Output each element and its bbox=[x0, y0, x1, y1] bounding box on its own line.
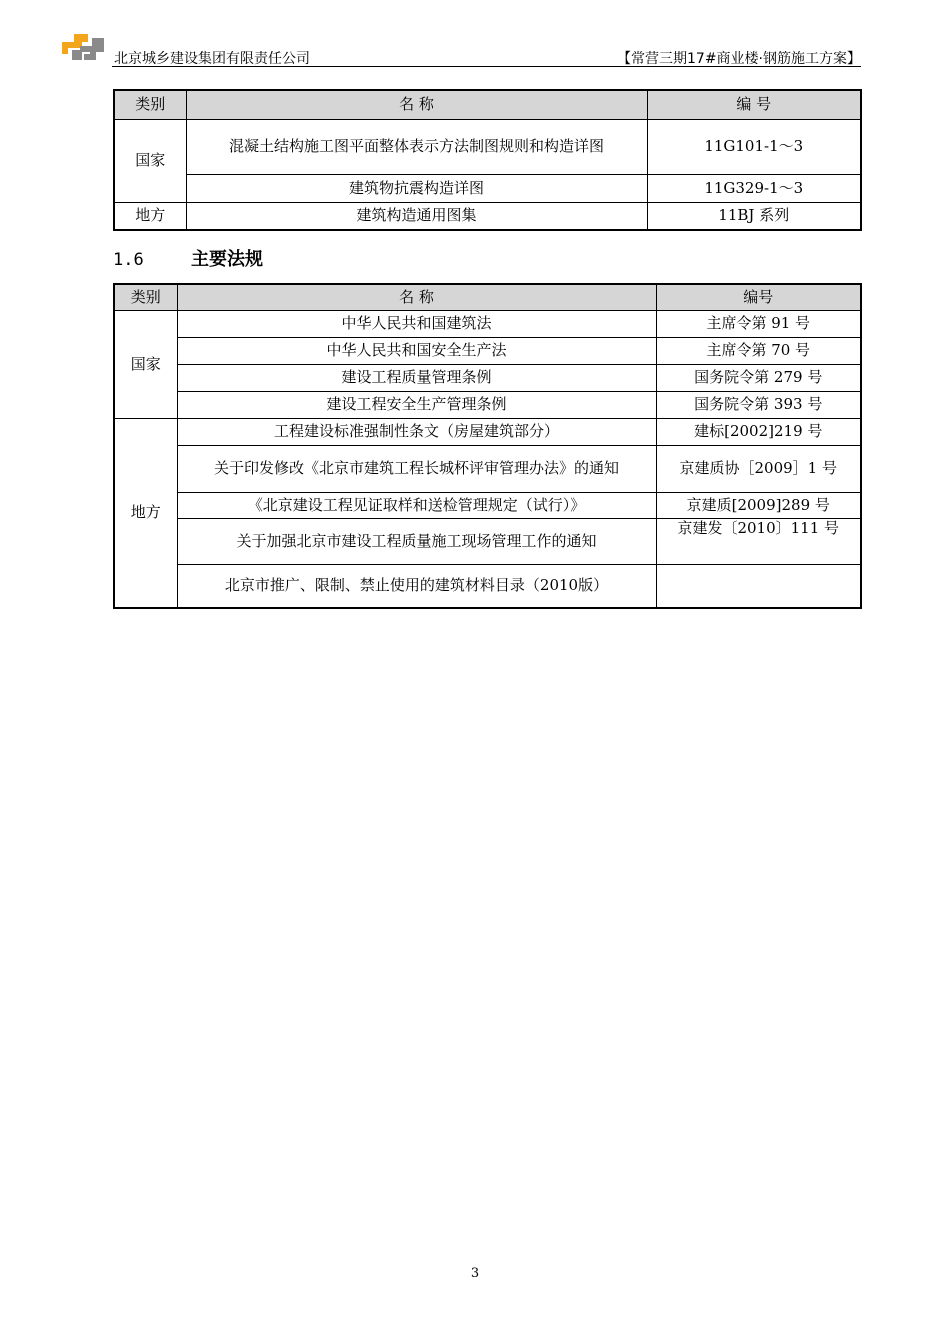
code-cell: 11G329-1～3 bbox=[647, 174, 861, 202]
page-number: 3 bbox=[470, 1266, 480, 1281]
table-header-name: 名 称 bbox=[177, 284, 656, 310]
name-cell: 北京市推广、限制、禁止使用的建筑材料目录（2010版） bbox=[177, 564, 656, 608]
code-cell: 11G101-1～3 bbox=[647, 119, 861, 174]
code-cell: 11BJ 系列 bbox=[647, 202, 861, 230]
table-row bbox=[114, 337, 861, 364]
category-cell: 国家 bbox=[114, 119, 186, 202]
table-row bbox=[114, 564, 861, 608]
category-cell: 地方 bbox=[114, 202, 186, 230]
name-cell: 中华人民共和国建筑法 bbox=[177, 310, 656, 337]
section-heading bbox=[113, 245, 263, 271]
table-header-category: 类别 bbox=[114, 284, 177, 310]
name-cell: 《北京建设工程见证取样和送检管理规定（试行）》 bbox=[177, 492, 656, 518]
page-header bbox=[58, 26, 861, 68]
name-cell: 建设工程安全生产管理条例 bbox=[177, 391, 656, 418]
code-cell: 建标[2002]219 号 bbox=[656, 418, 861, 445]
document-title: 【常营三期17#商业楼·钢筋施工方案】 bbox=[617, 51, 861, 67]
section-number: 1.6 bbox=[113, 250, 144, 270]
table-row bbox=[114, 202, 861, 230]
table-header-code: 编号 bbox=[656, 284, 861, 310]
drawing-standards-table bbox=[113, 89, 862, 231]
table-header-category: 类别 bbox=[114, 90, 186, 119]
table-row bbox=[114, 310, 861, 337]
name-cell: 工程建设标准强制性条文（房屋建筑部分） bbox=[177, 418, 656, 445]
table-header-name: 名 称 bbox=[186, 90, 647, 119]
header-divider bbox=[112, 66, 861, 67]
name-cell: 建设工程质量管理条例 bbox=[177, 364, 656, 391]
category-cell: 地方 bbox=[114, 418, 177, 608]
company-logo-icon bbox=[58, 28, 108, 66]
category-cell: 国家 bbox=[114, 310, 177, 418]
code-cell: 国务院令第 393 号 bbox=[656, 391, 861, 418]
table-row bbox=[114, 174, 861, 202]
code-cell: 京建发〔2010〕111 号 bbox=[656, 518, 861, 564]
code-cell: 主席令第 91 号 bbox=[656, 310, 861, 337]
name-cell: 建筑物抗震构造详图 bbox=[186, 174, 647, 202]
table-row bbox=[114, 445, 861, 492]
company-name: 北京城乡建设集团有限责任公司 bbox=[114, 51, 310, 67]
table-row bbox=[114, 391, 861, 418]
code-cell: 主席令第 70 号 bbox=[656, 337, 861, 364]
name-cell: 关于加强北京市建设工程质量施工现场管理工作的通知 bbox=[177, 518, 656, 564]
code-cell: 京建质[2009]289 号 bbox=[656, 492, 861, 518]
name-cell: 混凝土结构施工图平面整体表示方法制图规则和构造详图 bbox=[186, 119, 647, 174]
code-cell: 京建质协［2009］1 号 bbox=[656, 445, 861, 492]
code-cell: 国务院令第 279 号 bbox=[656, 364, 861, 391]
section-title: 主要法规 bbox=[191, 249, 263, 270]
table-row bbox=[114, 364, 861, 391]
table-row bbox=[114, 418, 861, 445]
regulations-table bbox=[113, 283, 862, 609]
name-cell: 中华人民共和国安全生产法 bbox=[177, 337, 656, 364]
table-row bbox=[114, 518, 861, 564]
table-header-code: 编 号 bbox=[647, 90, 861, 119]
table-row bbox=[114, 492, 861, 518]
name-cell: 关于印发修改《北京市建筑工程长城杯评审管理办法》的通知 bbox=[177, 445, 656, 492]
table-row bbox=[114, 119, 861, 174]
name-cell: 建筑构造通用图集 bbox=[186, 202, 647, 230]
code-cell bbox=[656, 564, 861, 608]
